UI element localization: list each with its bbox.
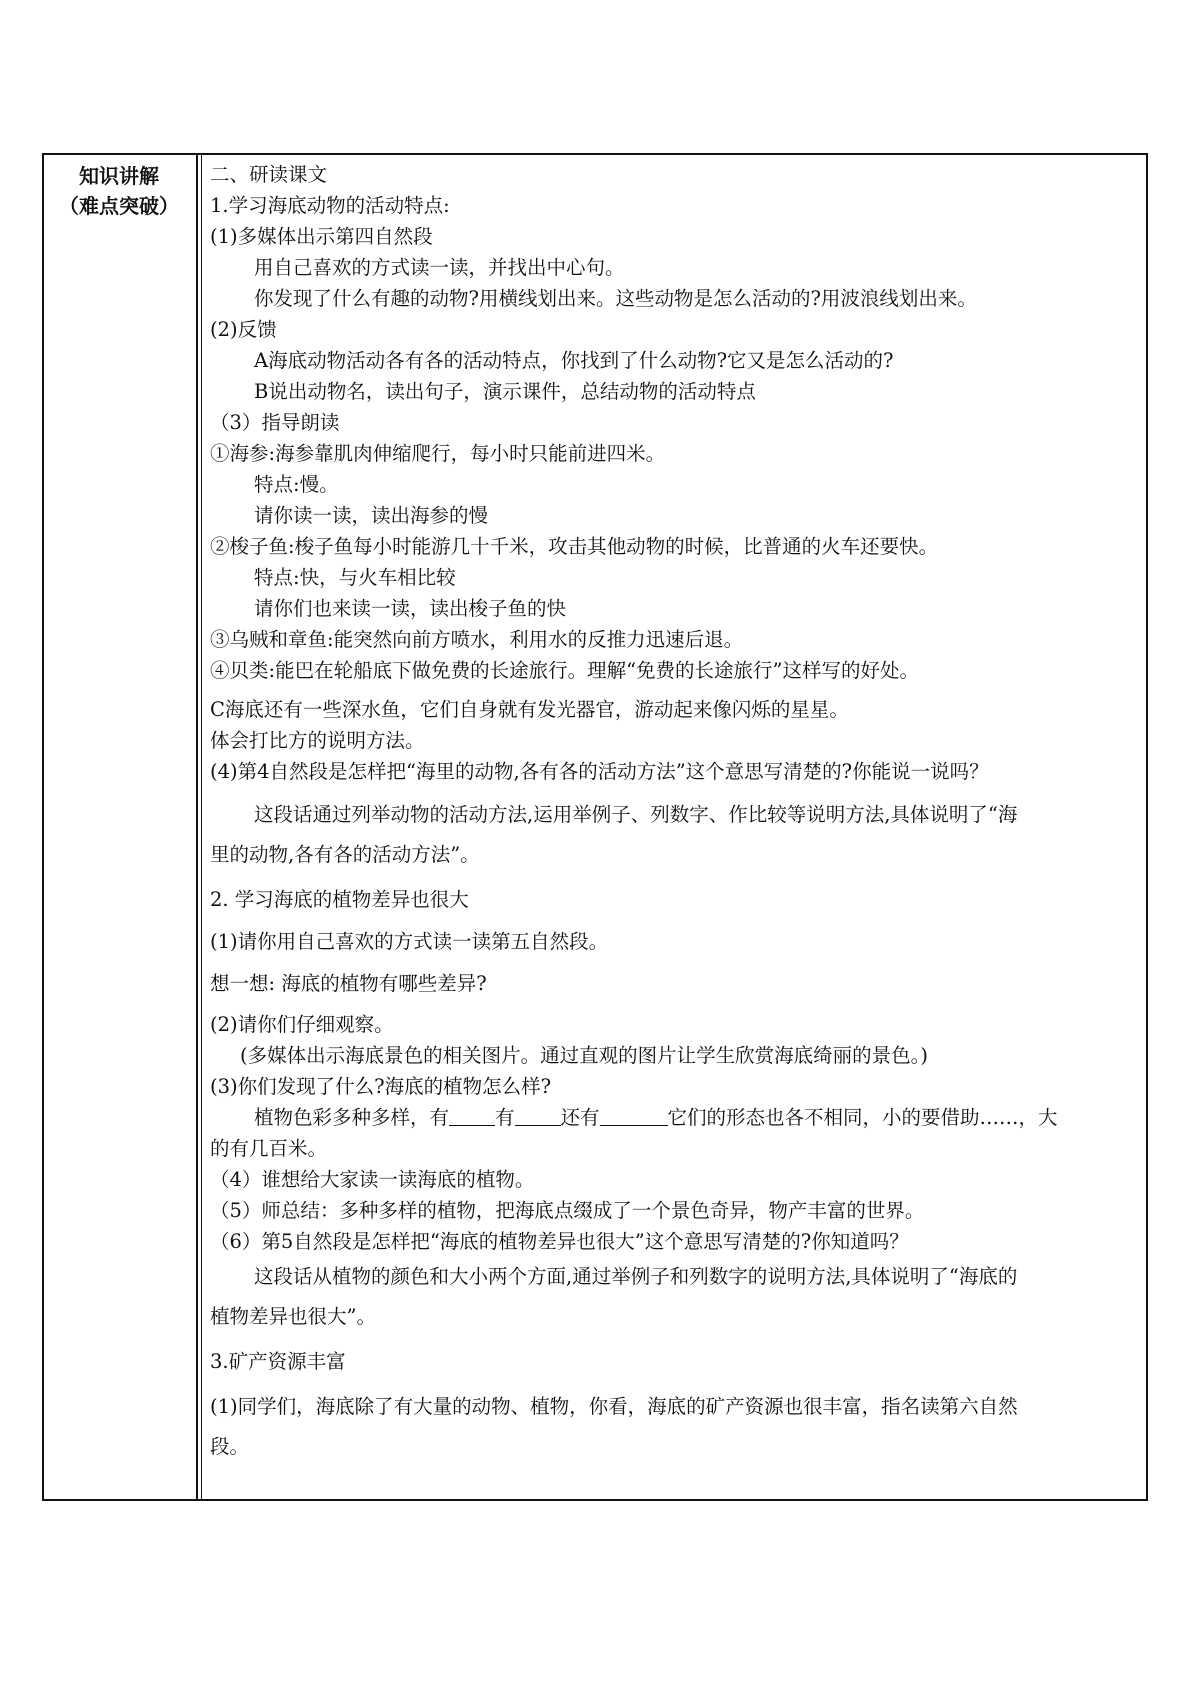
- paragraph-line: （4）谁想给大家读一读海底的植物。: [210, 1168, 535, 1191]
- paragraph-line: (多媒体出示海底景色的相关图片。通过直观的图片让学生欣赏海底绮丽的景色。): [240, 1044, 928, 1067]
- paragraph-line: (1)同学们，海底除了有大量的动物、植物，你看，海底的矿产资源也很丰富，指名读第六自然: [210, 1395, 1018, 1418]
- paragraph-line: (1)请你用自己喜欢的方式读一读第五自然段。: [210, 930, 609, 953]
- paragraph-line: 特点:慢。: [254, 473, 339, 496]
- paragraph-line: 想一想: 海底的植物有哪些差异?: [210, 972, 487, 995]
- paragraph-line: (4)第4自然段是怎样把“海里的动物,各有各的活动方法”这个意思写清楚的?你能说一说吗？: [210, 760, 989, 783]
- column-divider-inner: [201, 155, 202, 1499]
- paragraph-line: 请你读一读，读出海参的慢: [254, 504, 489, 527]
- paragraph-line: B说出动物名，读出句子，演示课件，总结动物的活动特点: [254, 380, 756, 403]
- paragraph-line: 用自己喜欢的方式读一读，并找出中心句。: [254, 256, 625, 279]
- paragraph-line: (2)反馈: [210, 318, 277, 341]
- paragraph-line: （6）第5自然段是怎样把“海底的植物差异也很大”这个意思写清楚的?你知道吗？: [210, 1230, 909, 1253]
- paragraph-line: 2. 学习海底的植物差异也很大: [210, 888, 469, 911]
- paragraph-line: 的有几百米。: [210, 1137, 328, 1160]
- paragraph-line: 这段话从植物的颜色和大小两个方面,通过举例子和列数字的说明方法,具体说明了“海底的: [254, 1265, 1018, 1288]
- fill-in-text: 植物色彩多种多样，有: [254, 1106, 450, 1129]
- row-label-line1: 知识讲解: [79, 164, 159, 188]
- paragraph-line: 你发现了什么有趣的动物?用横线划出来。这些动物是怎么活动的?用波浪线划出来。: [254, 287, 977, 310]
- paragraph-line: 3.矿产资源丰富: [210, 1350, 346, 1373]
- paragraph-line: 1.学习海底动物的活动特点:: [210, 194, 450, 217]
- lesson-table: [42, 153, 1148, 1501]
- paragraph-line: (3)你们发现了什么?海底的植物怎么样?: [210, 1075, 552, 1098]
- paragraph-line: （5）师总结：多种多样的植物，把海底点缀成了一个景色奇异，物产丰富的世界。: [210, 1199, 925, 1222]
- blank-2: [515, 1107, 561, 1126]
- lesson-content: [210, 159, 1138, 1467]
- paragraph-line: 里的动物,各有各的活动方法”。: [210, 843, 480, 866]
- paragraph-line: （3）指导朗读: [210, 411, 340, 434]
- paragraph-line: 体会打比方的说明方法。: [210, 729, 425, 752]
- paragraph-line: (1)多媒体出示第四自然段: [210, 225, 433, 248]
- fill-in-text: 有: [495, 1106, 515, 1129]
- column-divider: [196, 155, 198, 1499]
- fill-in-text: 还有: [560, 1106, 600, 1129]
- paragraph-line: (2)请你们仔细观察。: [210, 1013, 394, 1036]
- paragraph-line: C海底还有一些深水鱼，它们自身就有发光器官，游动起来像闪烁的星星。: [210, 698, 849, 721]
- paragraph-line: 植物差异也很大”。: [210, 1305, 376, 1328]
- row-label: [44, 161, 194, 221]
- paragraph-line: 特点:快，与火车相比较: [254, 566, 456, 589]
- paragraph-line: 这段话通过列举动物的活动方法,运用举例子、列数字、作比较等说明方法,具体说明了“海: [254, 803, 1018, 826]
- blank-3: [600, 1107, 668, 1126]
- section-heading: 二、研读课文: [210, 163, 328, 186]
- paragraph-line: 段。: [210, 1435, 250, 1458]
- fill-in-line: [210, 1102, 1138, 1133]
- paragraph-line: A海底动物活动各有各的活动特点，你找到了什么动物?它又是怎么活动的?: [254, 349, 894, 372]
- row-label-line2: （难点突破）: [59, 194, 179, 218]
- paragraph-line: 请你们也来读一读，读出梭子鱼的快: [254, 597, 567, 620]
- paragraph-line: ④贝类:能巴在轮船底下做免费的长途旅行。理解“免费的长途旅行”这样写的好处。: [210, 659, 920, 682]
- paragraph-line: ①海参:海参靠肌肉伸缩爬行，每小时只能前进四米。: [210, 442, 666, 465]
- paragraph-line: ②梭子鱼:梭子鱼每小时能游几十千米，攻击其他动物的时候，比普通的火车还要快。: [210, 535, 939, 558]
- fill-in-text: 它们的形态也各不相同，小的要借助……，大: [667, 1106, 1058, 1129]
- paragraph-line: ③乌贼和章鱼:能突然向前方喷水，利用水的反推力迅速后退。: [210, 628, 744, 651]
- blank-1: [449, 1107, 495, 1126]
